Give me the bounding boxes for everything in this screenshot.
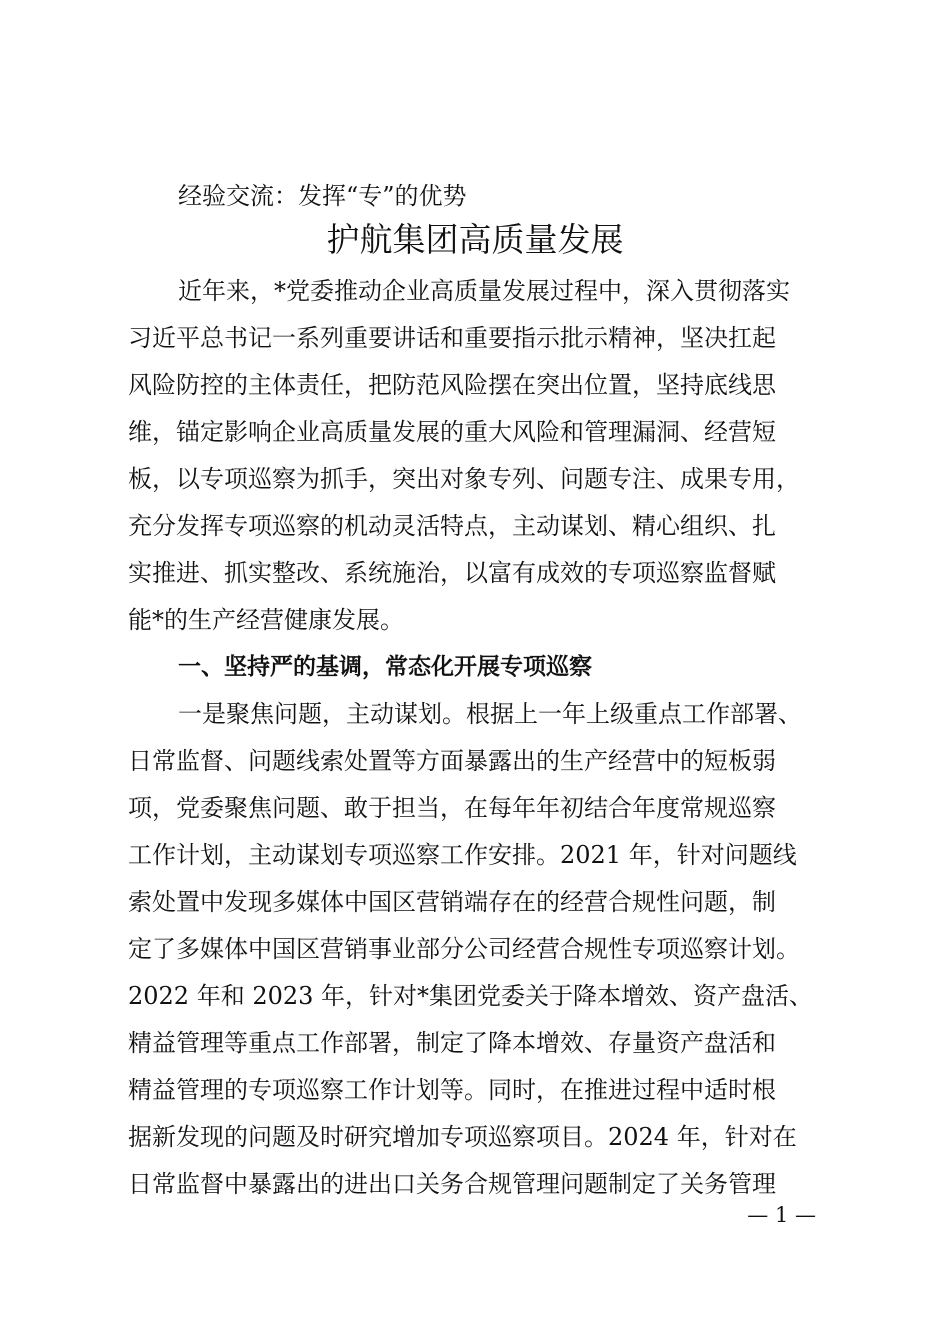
paragraph-line: 据新发现的问题及时研究增加专项巡察项目。2024 年，针对在 — [128, 1123, 797, 1151]
paragraph-line: 近年来，*党委推动企业高质量发展过程中，深入贯彻落实 — [178, 277, 790, 305]
paragraph-line: 日常监督中暴露出的进出口关务合规管理问题制定了关务管理 — [128, 1170, 776, 1198]
paragraph-line: 精益管理等重点工作部署，制定了降本增效、存量资产盘活和 — [128, 1029, 776, 1057]
document-title: 护航集团高质量发展 — [326, 220, 624, 259]
document-subtitle: 经验交流：发挥“专”的优势 — [178, 182, 467, 210]
paragraph-line: 板，以专项巡察为抓手，突出对象专列、问题专注、成果专用， — [128, 465, 800, 493]
paragraph-line: 项，党委聚焦问题、敢于担当，在每年年初结合年度常规巡察 — [128, 794, 776, 822]
paragraph-line: 一是聚焦问题，主动谋划。根据上一年上级重点工作部署、 — [178, 700, 802, 728]
paragraph-line: 工作计划，主动谋划专项巡察工作安排。2021 年，针对问题线 — [128, 841, 797, 869]
paragraph-line: 索处置中发现多媒体中国区营销端存在的经营合规性问题，制 — [128, 888, 776, 916]
paragraph-line: 充分发挥专项巡察的机动灵活特点，主动谋划、精心组织、扎 — [128, 512, 776, 540]
paragraph-line: 风险防控的主体责任，把防范风险摆在突出位置，坚持底线思 — [128, 371, 776, 399]
paragraph-line: 2022 年和 2023 年，针对*集团党委关于降本增效、资产盘活、 — [128, 982, 814, 1010]
page-number: — 1 — — [747, 1203, 816, 1227]
paragraph-line: 实推进、抓实整改、系统施治，以富有成效的专项巡察监督赋 — [128, 559, 776, 587]
paragraph-line: 精益管理的专项巡察工作计划等。同时，在推进过程中适时根 — [128, 1076, 776, 1104]
section-heading: 一、坚持严的基调，常态化开展专项巡察 — [178, 654, 592, 680]
paragraph-line: 习近平总书记一系列重要讲话和重要指示批示精神，坚决扛起 — [128, 324, 776, 352]
paragraph-line: 定了多媒体中国区营销事业部分公司经营合规性专项巡察计划。 — [128, 935, 800, 963]
paragraph-line: 维，锚定影响企业高质量发展的重大风险和管理漏洞、经营短 — [128, 418, 776, 446]
paragraph-line: 能*的生产经营健康发展。 — [128, 606, 404, 634]
paragraph-line: 日常监督、问题线索处置等方面暴露出的生产经营中的短板弱 — [128, 747, 776, 775]
